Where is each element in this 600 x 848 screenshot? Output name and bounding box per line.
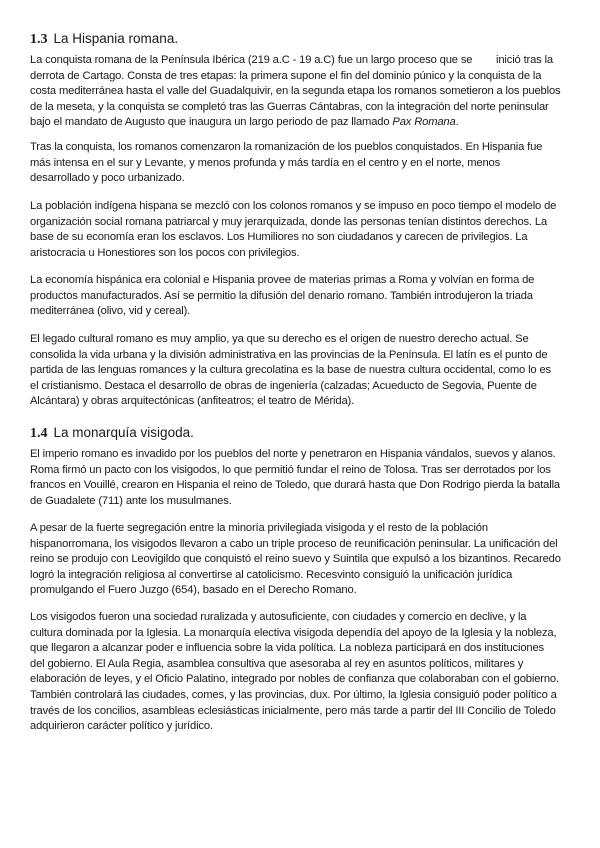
text-line: elaboración de leyes, y el Oficio Palatino, integrado por nobles de confianza que colaboraban con el gobierno. [30, 673, 559, 686]
text-line: más intensa en el sur y Levante, y menos profunda y más tardía en el centro y en el norte, menos [30, 156, 501, 169]
text-line: mediterránea (olivo, vid y cereal). [30, 305, 191, 318]
section-number: 1.4 [30, 426, 48, 441]
text-line: La conquista romana de la Península Ibérica (219 a.C - 19 a.C) fue un largo proceso que se inició tras la [30, 54, 553, 66]
paragraph [30, 53, 578, 131]
text-line: cultura dominada por la Iglesia. La monarquía electiva visigoda dependía del apoyo de la Iglesia y la nobleza, [30, 626, 557, 639]
text-line: adquirieron carácter político y jurídico. [30, 720, 213, 733]
text-line: aristocracia u Honestiores son los pocos con privilegios. [30, 246, 300, 259]
text-line: También controlará las ciudades, comes, y las provincias, dux. Por último, la Iglesia consiguió poder político a [30, 688, 557, 701]
text-line: La economía hispánica era colonial e Hispania provee de materias primas a Roma y volvían en forma de [30, 274, 535, 286]
text-line: Los visigodos fueron una sociedad ruralizada y autosuficiente, con ciudades y comercio en declive, y la [30, 611, 527, 623]
section-heading-hispania-romana [30, 29, 178, 49]
text-line: Alcántara) y obras arquitectónicas (anfiteatros; el teatro de Mérida). [30, 395, 355, 408]
text-line [30, 115, 578, 131]
section-title: La monarquía visigoda. [53, 425, 194, 440]
text-line: productos manufacturados. Así se permitio la difusión del denario romano. También introdujeron la triada [30, 289, 533, 302]
text-line: base de su economía eran los esclavos. Los Humiliores no son ciudadanos y carecen de privilegios. La [30, 231, 528, 244]
text-line: hispanorromana, los visigodos llevaron a cabo un triple proceso de reunificación peninsular. La unificación del [30, 537, 558, 550]
emphasis-text: Pax Romana [392, 116, 456, 129]
text-line: reino se produjo con Leovigildo que conquistó el reino suevo y Suintila que expulsó a los bizantinos. Recaredo [30, 553, 561, 566]
paragraph [30, 521, 578, 599]
text-line: del gobierno. El Aula Regia, asamblea consultiva que asesoraba al rey en asuntos políticos, militares y [30, 657, 524, 670]
text-line: logró la integración religiosa al convertirse al catolicismo. Recesvinto consiguió la unificación jurídica [30, 568, 513, 581]
text-line: desarrollado y poco urbanizado. [30, 172, 185, 185]
text-line: de la meseta, y la conquista se completó tras las Guerras Cántabras, con la integración del norte peninsular [30, 100, 549, 113]
paragraph [30, 140, 578, 187]
text-line: A pesar de la fuerte segregación entre la minoría privilegiada visigoda y el resto de la población [30, 522, 488, 534]
text-line: partida de las lenguas romances y la cultura grecolatina es la base de nuestra cultura occidental, como lo es [30, 364, 551, 377]
text-line: Tras la conquista, los romanos comenzaron la romanización de los pueblos conquistados. En Hispania fue [30, 141, 543, 153]
text-segment: . [455, 116, 459, 129]
text-line: costa mediterránea hasta el valle del Guadalquivir, en la segunda etapa los romanos sometieron a los pueblos [30, 85, 561, 98]
text-line: El imperio romano es invadido por los pueblos del norte y penetraron en Hispania vándalos, suevos y alanos. [30, 448, 556, 460]
text-line: que llegaron a alcanzar poder e influencia sobre la vida política. La nobleza participará en dos instituciones [30, 642, 545, 655]
text-line: francos en Vouillé, crearon en Hispania el reino de Toledo, que durará hasta que Don Rodrigo pierda la batalla [30, 479, 560, 492]
paragraph [30, 199, 578, 261]
paragraph [30, 332, 578, 410]
text-line: consolida la vida urbana y la división administrativa en las provincias de la Península. El latín es el punto de [30, 348, 548, 361]
text-line: través de los concilios, asambleas eclesiásticas inicialmente, pero más tarde a partir del III Concilio de Toledo [30, 704, 556, 717]
text-line: de Guadalete (711) ante los musulmanes. [30, 494, 232, 507]
paragraph [30, 273, 578, 320]
section-heading-monarquia-visigoda [30, 423, 194, 443]
text-segment: bajo el mandato de Augusto que inaugura un largo periodo de paz llamado [30, 116, 393, 129]
text-line: organización social romana patriarcal y muy jerarquizada, donde las personas tenían distintos derechos. La [30, 215, 548, 228]
section-number: 1.3 [30, 32, 48, 47]
text-line: Roma firmó un pacto con los visigodos, lo que permitió fundar el reino de Tolosa. Tras ser derrotados por los [30, 463, 551, 476]
text-line: promulgando el Fuero Juzgo (654), basado en el Derecho Romano. [30, 584, 357, 597]
text-line: El legado cultural romano es muy amplio, ya que su derecho es el origen de nuestro derecho actual. Se [30, 333, 529, 345]
text-line: La población indígena hispana se mezcló con los colonos romanos y se impuso en poco tiempo el modelo de [30, 200, 557, 212]
text-line: derrota de Cartago. Consta de tres etapas: la primera supone el fin del dominio púnico y la conquista de la [30, 69, 542, 82]
text-line: el cristianismo. Destaca el desarrollo de obras de ingeniería (calzadas; Acueducto de Segovia, Puente de [30, 379, 537, 392]
paragraph [30, 447, 578, 509]
section-title: La Hispania romana. [53, 31, 179, 46]
paragraph [30, 610, 578, 735]
